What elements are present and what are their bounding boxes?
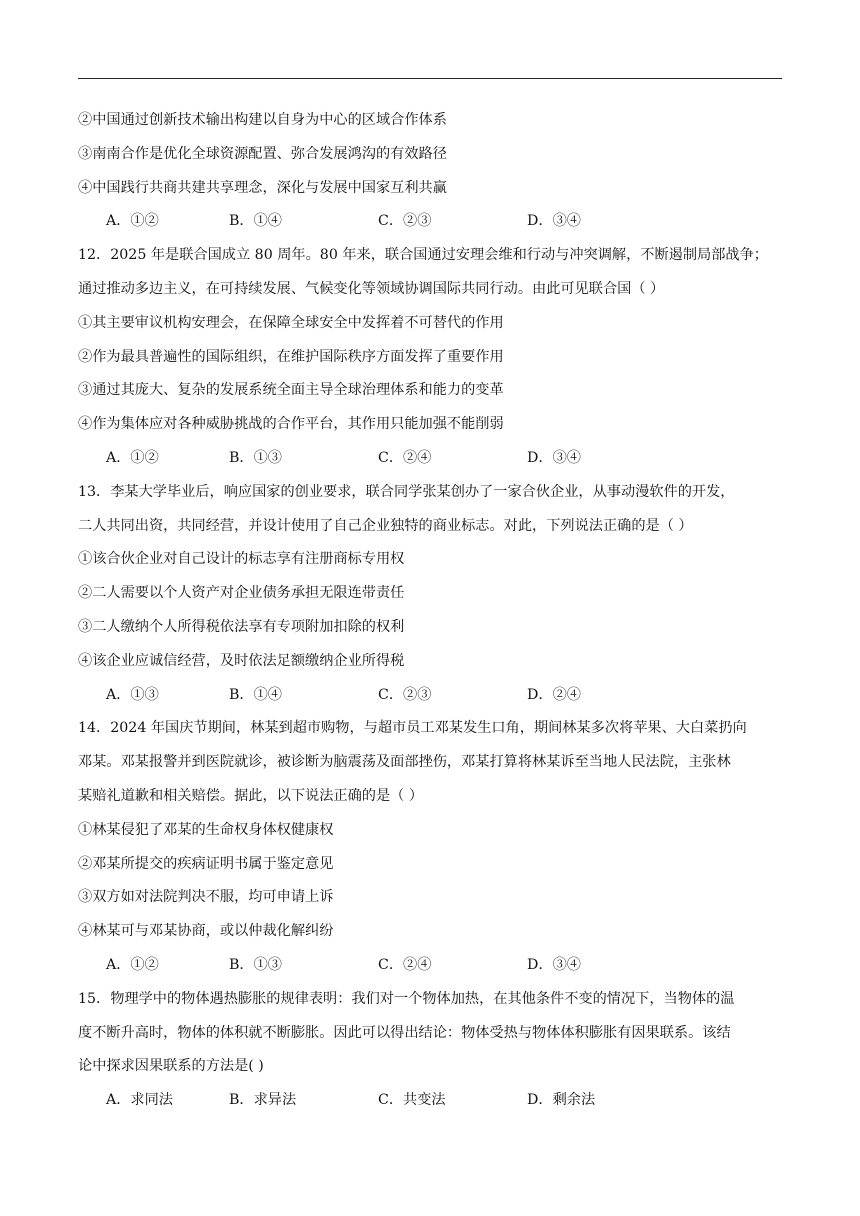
q13-options	[78, 679, 788, 713]
question-13	[78, 476, 788, 713]
q11-option-c[interactable]: C．②③	[378, 213, 432, 230]
q14-item-1: ①林某侵犯了邓某的生命权身体权健康权	[78, 821, 334, 838]
q11-options	[78, 205, 788, 239]
q11-option-d[interactable]: D．③④	[527, 213, 581, 230]
q12-stem-line-1: 12．2025 年是联合国成立 80 周年。80 年来，联合国通过安理会维和行动与冲突调解，不断遏制局部战争；	[78, 247, 768, 264]
q13-item-2: ②二人需要以个人资产对企业债务承担无限连带责任	[78, 585, 405, 602]
q14-option-c[interactable]: C．②④	[378, 956, 432, 973]
q13-item-4: ④该企业应诚信经营，及时依法足额缴纳企业所得税	[78, 652, 405, 669]
q15-option-c[interactable]: C．共变法	[378, 1092, 446, 1109]
q11-item-2: ②中国通过创新技术输出构建以自身为中心的区域合作体系	[78, 112, 447, 128]
question-14	[78, 712, 788, 982]
q14-item-3: ③双方如对法院判决不服，均可申请上诉	[78, 889, 334, 906]
header-rule	[78, 78, 782, 79]
question-11	[78, 104, 788, 239]
q13-option-a[interactable]: A．①③	[106, 686, 159, 703]
q13-stem-line-1: 13．李某大学毕业后，响应国家的创业要求，联合同学张某创办了一家合伙企业，从事动漫软件的开发，	[78, 483, 735, 500]
q12-options	[78, 442, 788, 476]
q14-options	[78, 949, 788, 983]
q14-item-4: ④林某可与邓某协商，或以仲裁化解纠纷	[78, 923, 334, 940]
q14-option-b[interactable]: B．①③	[229, 956, 282, 973]
q12-option-d[interactable]: D．③④	[527, 449, 581, 466]
q15-option-d[interactable]: D．剩余法	[527, 1092, 596, 1109]
q14-option-a[interactable]: A．①②	[106, 956, 159, 973]
q13-stem-line-2: 二人共同出资，共同经营，并设计使用了自己企业独特的商业标志。对此，下列说法正确的是（ ）	[78, 517, 693, 534]
q13-option-c[interactable]: C．②③	[378, 686, 432, 703]
q12-item-1: ①其主要审议机构安理会，在保障全球安全中发挥着不可替代的作用	[78, 314, 504, 331]
q14-stem-line-2: 邓某。邓某报警并到医院就诊，被诊断为脑震荡及面部挫伤，邓某打算将林某诉至当地人民法院，主张林	[78, 754, 731, 771]
q11-option-b[interactable]: B．①④	[229, 213, 282, 230]
q15-option-b[interactable]: B．求异法	[229, 1092, 297, 1109]
q11-item-4: ④中国践行共商共建共享理念，深化与发展中国家互利共赢	[78, 179, 447, 196]
q15-stem-line-3: 论中探求因果联系的方法是( )	[78, 1058, 264, 1075]
q11-option-a[interactable]: A．①②	[106, 213, 159, 230]
q13-item-1: ①该合伙企业对自己设计的标志享有注册商标专用权	[78, 551, 405, 568]
q15-stem-line-2: 度不断升高时，物体的体积就不断膨胀。因此可以得出结论：物体受热与物体体积膨胀有因果联系。该结	[78, 1024, 731, 1041]
question-12	[78, 239, 788, 476]
q11-item-3: ③南南合作是优化全球资源配置、弥合发展鸿沟的有效路径	[78, 145, 447, 162]
exam-page-content	[78, 104, 788, 1118]
q14-item-2: ②邓某所提交的疾病证明书属于鉴定意见	[78, 855, 334, 872]
q12-option-a[interactable]: A．①②	[106, 449, 159, 466]
q15-option-a[interactable]: A．求同法	[106, 1092, 173, 1109]
q12-item-4: ④作为集体应对各种威胁挑战的合作平台，其作用只能加强不能削弱	[78, 416, 504, 433]
q14-option-d[interactable]: D．③④	[527, 956, 581, 973]
q12-option-b[interactable]: B．①③	[229, 449, 282, 466]
q12-item-2: ②作为最具普遍性的国际组织，在维护国际秩序方面发挥了重要作用	[78, 348, 504, 365]
q12-item-3: ③通过其庞大、复杂的发展系统全面主导全球治理体系和能力的变革	[78, 382, 504, 399]
q15-options	[78, 1084, 788, 1118]
q12-stem-line-2: 通过推动多边主义，在可持续发展、气候变化等领域协调国际共同行动。由此可见联合国（ ）	[78, 280, 665, 297]
q13-item-3: ③二人缴纳个人所得税依法享有专项附加扣除的权利	[78, 618, 405, 635]
q12-option-c[interactable]: C．②④	[378, 449, 432, 466]
q13-option-d[interactable]: D．②④	[527, 686, 581, 703]
q13-option-b[interactable]: B．①④	[229, 686, 282, 703]
q14-stem-line-1: 14．2024 年国庆节期间，林某到超市购物，与超市员工邓某发生口角，期间林某多次将苹果、大白菜扔向	[78, 720, 747, 737]
q14-stem-line-3: 某赔礼道歉和相关赔偿。据此，以下说法正确的是（ ）	[78, 787, 424, 804]
q15-stem-line-1: 15．物理学中的物体遇热膨胀的规律表明：我们对一个物体加热，在其他条件不变的情况下，当物体的温	[78, 990, 735, 1007]
question-15	[78, 983, 788, 1118]
